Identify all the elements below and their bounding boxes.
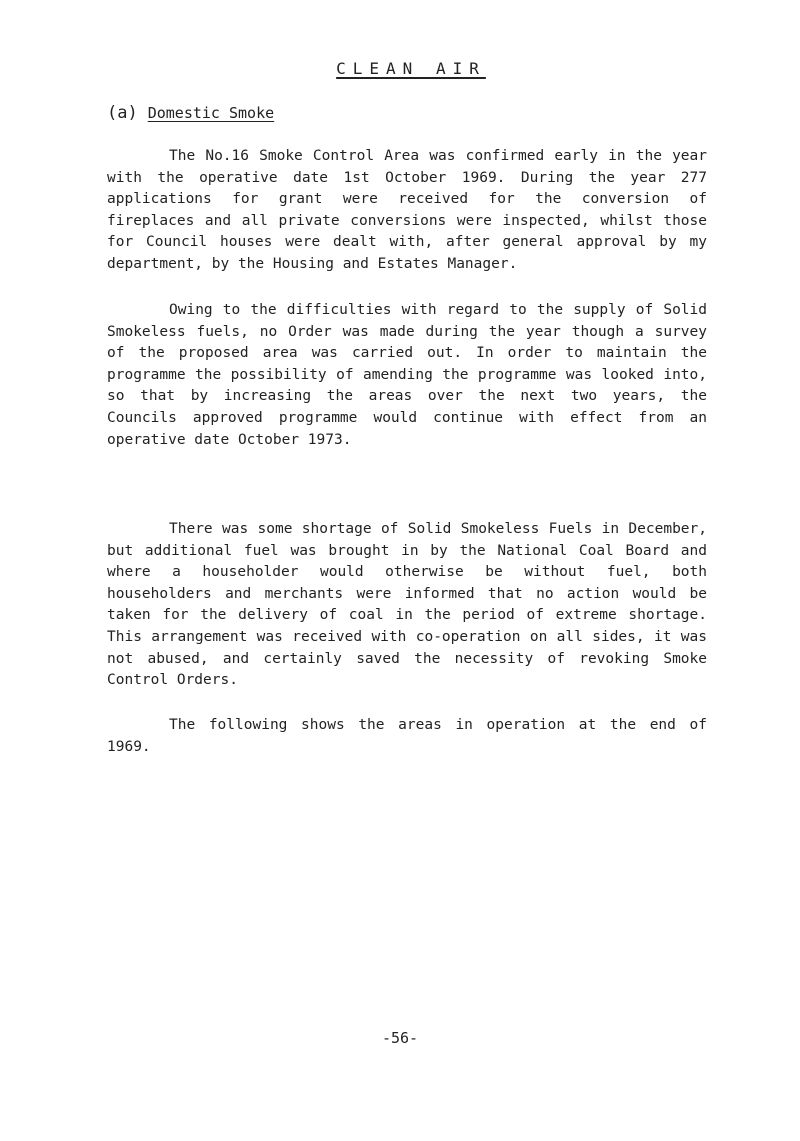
paragraph-smoke-control-area: The No.16 Smoke Control Area was confirmed early in the year with the operative date 1st October 1969. During the year 277 applications for grant were received for the conversion of fireplaces and all private conversions were inspected, whilst those for Council houses were dealt with, after general approval by my department, by the Housing and Estates Manager. — [107, 148, 707, 272]
paragraph-areas-in-operation: The following shows the areas in operation at the end of 1969. — [107, 717, 707, 755]
page-number: -56- — [381, 1029, 419, 1047]
page-title: CLEAN AIR — [336, 59, 486, 78]
section-label: (a) — [107, 103, 138, 123]
section-heading — [107, 102, 274, 124]
section-heading-text: Domestic Smoke — [147, 104, 275, 122]
paragraph-fuel-supply-difficulties: Owing to the difficulties with regard to the supply of Solid Smokeless fuels, no Order was made during the year though a survey of the proposed area was carried out. In order to maintain the programme the possibility of amending the programme was looked into, so that by increasing the areas over the next two years, the Councils approved programme would continue with effect from an operative date October 1973. — [107, 302, 707, 448]
paragraph-fuel-shortage: There was some shortage of Solid Smokeless Fuels in December, but additional fuel was brought in by the National Coal Board and where a householder would otherwise be without fuel, both householders and merchants were informed that no action would be taken for the delivery of coal in the period of extreme shortage. This arrangement was received with co-operation on all sides, it was not abused, and certainly saved the necessity of revoking Smoke Control Orders. — [107, 521, 707, 689]
